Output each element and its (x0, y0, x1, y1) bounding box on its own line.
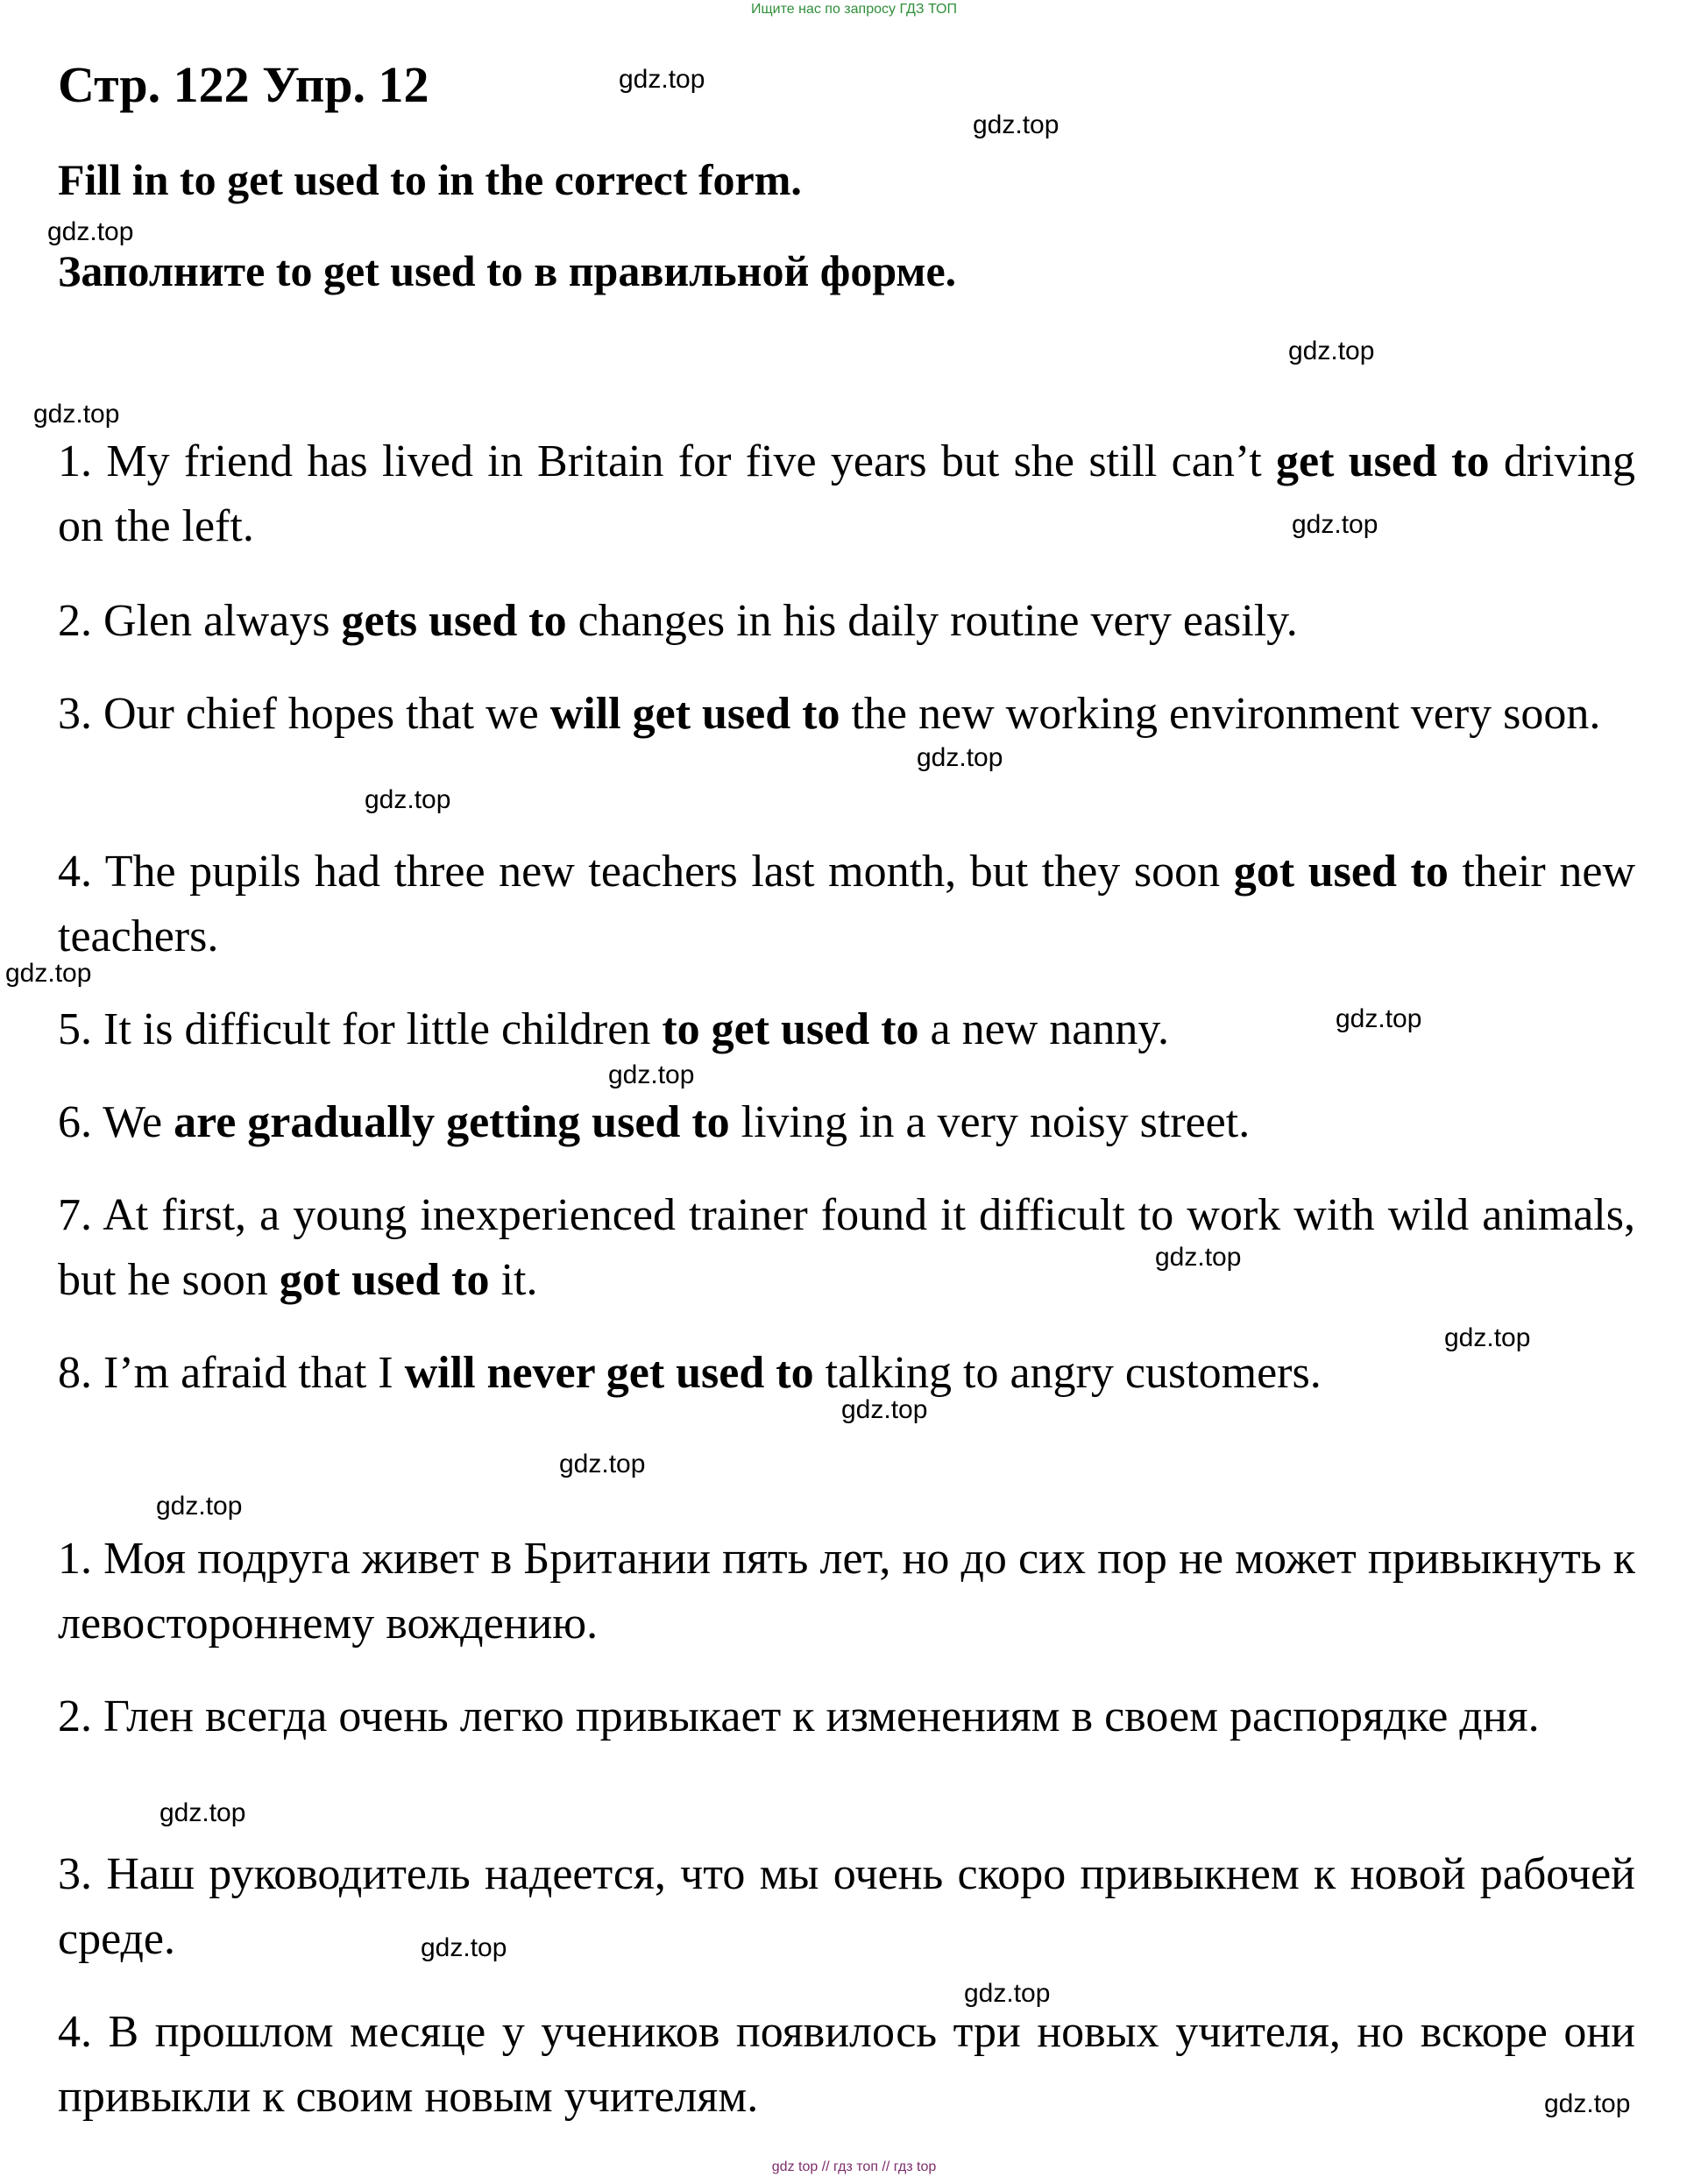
english-sentence-6 (58, 1090, 1635, 1155)
watermark: gdz.top (365, 785, 451, 814)
watermark: gdz.top (47, 217, 134, 246)
english-sentence-3 (58, 682, 1635, 747)
sentence-text: Our chief hopes that we (103, 689, 539, 739)
sentence-text: Glen always (103, 596, 330, 646)
answer-phrase: will never get used to (404, 1348, 814, 1398)
answer-phrase: gets used to (341, 596, 567, 646)
watermark: gdz.top (973, 110, 1060, 139)
watermark: gdz.top (1288, 337, 1375, 365)
sentence-text: I’m afraid that I (103, 1348, 393, 1398)
watermark: gdz.top (33, 400, 120, 429)
instruction-russian: Заполните to get used to в правильной форме. (58, 246, 957, 295)
sentence-text: The pupils had three new teachers last month, but they soon (104, 847, 1221, 897)
sentence-number: 6. (58, 1097, 92, 1147)
sentence-text: talking to angry customers. (825, 1348, 1322, 1398)
sentence-number: 3. (58, 689, 92, 739)
russian-sentence-1 (58, 1527, 1635, 1656)
page-title: Стр. 122 Упр. 12 (58, 56, 429, 113)
watermark: gdz.top (559, 1450, 646, 1479)
russian-sentence-2 (58, 1684, 1635, 1749)
answer-phrase: will get used to (549, 689, 840, 739)
sentence-number: 1. (58, 436, 92, 486)
watermark: gdz.top (159, 1798, 246, 1827)
watermark: gdz.top (421, 1933, 507, 1962)
bottom-banner: gdz top // гдз топ // гдз top (771, 2159, 937, 2174)
top-banner: Ищите нас по запросу ГДЗ ТОП (751, 2, 957, 17)
watermark: gdz.top (5, 959, 92, 988)
sentence-text: We (103, 1097, 163, 1147)
watermark: gdz.top (964, 1979, 1051, 2008)
english-sentence-1 (58, 429, 1635, 559)
sentence-text: driving on the left. (58, 436, 1636, 551)
sentence-text: Моя подруга живет в Британии пять лет, но до сих пор не может привыкнуть к левостороннему вождению. (58, 1534, 1635, 1649)
sentence-text: At first, a young inexperienced trainer found it difficult to work with wild animals, but he soon (58, 1190, 1635, 1305)
sentence-number: 3. (58, 1849, 92, 1899)
watermark: gdz.top (1444, 1323, 1531, 1352)
sentence-text: It is difficult for little children (103, 1004, 651, 1054)
watermark: gdz.top (1292, 510, 1378, 539)
sentence-text: it. (500, 1255, 538, 1305)
english-sentence-2 (58, 589, 1635, 654)
sentence-number: 4. (58, 847, 92, 897)
sentence-number: 2. (58, 596, 92, 646)
answer-phrase: to get used to (662, 1004, 919, 1054)
watermark: gdz.top (917, 743, 1003, 772)
sentence-text: My friend has lived in Britain for five years but she still can’t (106, 436, 1262, 486)
watermark: gdz.top (1155, 1243, 1242, 1272)
sentence-text: the new working environment very soon. (851, 689, 1601, 739)
russian-sentence-3 (58, 1842, 1635, 1972)
sentence-text: Наш руководитель надеется, что мы очень скоро привыкнем к новой рабочей среде. (58, 1849, 1636, 1964)
sentence-number: 8. (58, 1348, 92, 1398)
watermark: gdz.top (156, 1492, 243, 1521)
answer-phrase: are gradually getting used to (174, 1097, 730, 1147)
sentence-number: 2. (58, 1691, 92, 1741)
answer-phrase: got used to (1233, 847, 1449, 897)
sentence-text: Глен всегда очень легко привыкает к изменениям в своем распорядке дня. (103, 1691, 1540, 1741)
sentence-number: 1. (58, 1534, 92, 1584)
watermark: gdz.top (1336, 1004, 1422, 1033)
watermark: gdz.top (608, 1060, 695, 1089)
sentence-text: living in a very noisy street. (741, 1097, 1251, 1147)
watermark: gdz.top (841, 1395, 928, 1424)
english-sentence-4 (58, 840, 1635, 969)
sentence-text: В прошлом месяце у учеников появилось три новых учителя, но вскоре они привыкли к своим новым учителям. (58, 2007, 1635, 2122)
answer-phrase: get used to (1275, 436, 1490, 486)
watermark: gdz.top (1544, 2089, 1631, 2118)
english-sentence-7 (58, 1183, 1635, 1313)
sentence-number: 5. (58, 1004, 92, 1054)
watermark: gdz.top (619, 65, 705, 94)
sentence-number: 7. (58, 1190, 92, 1240)
sentence-number: 4. (58, 2007, 92, 2057)
sentence-text: a new nanny. (930, 1004, 1169, 1054)
sentence-text: their new teachers. (58, 847, 1635, 961)
answer-phrase: got used to (279, 1255, 490, 1305)
russian-sentence-4 (58, 2000, 1635, 2130)
sentence-text: changes in his daily routine very easily. (578, 596, 1298, 646)
instruction-english: Fill in to get used to in the correct form. (58, 155, 802, 204)
